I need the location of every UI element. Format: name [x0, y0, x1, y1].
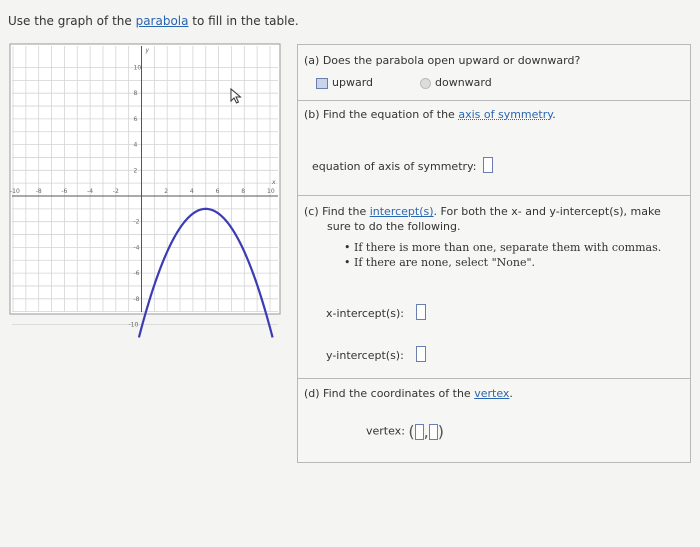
x-intercept-label: x-intercept(s): [326, 307, 404, 320]
vertex-open-paren: ( [408, 422, 415, 441]
y-tick-label: 8 [133, 90, 138, 98]
x-tick-label: -4 [87, 188, 94, 195]
part-b-question [304, 108, 556, 121]
parabola-graph [10, 44, 280, 329]
vertex-input-group [366, 422, 444, 441]
vertex-x-input[interactable] [415, 424, 424, 440]
x-tick-label: 6 [215, 188, 220, 195]
y-intercept-input[interactable] [416, 346, 426, 362]
y-intercept-label: y-intercept(s): [326, 349, 404, 362]
part-c-prefix: (c) Find the [304, 205, 370, 218]
y-tick-label: 10 [133, 64, 142, 72]
part-c-suffix: . For both the x- and y-intercept(s), make [433, 205, 661, 218]
x-tick-label: 8 [241, 188, 246, 195]
bullet-1-text: If there is more than one, separate them with commas. [354, 241, 662, 254]
x-tick-label: -8 [35, 188, 42, 195]
x-tick-label: -6 [61, 188, 68, 195]
vertex-close-paren: ) [437, 422, 444, 441]
part-d-suffix: . [509, 387, 513, 400]
y-axis-label: y [145, 47, 150, 54]
x-axis-label: x [272, 179, 276, 186]
part-b-suffix: . [552, 108, 556, 121]
part-d-section [298, 379, 690, 464]
y-tick-label: -6 [133, 270, 140, 278]
option-downward[interactable] [420, 76, 492, 89]
intercepts-link[interactable]: intercept(s) [369, 205, 434, 218]
vertex-y-input[interactable] [429, 424, 438, 440]
part-a-section [298, 45, 690, 101]
x-tick-label: 2 [164, 188, 169, 195]
part-c-line2: sure to do the following. [327, 220, 461, 233]
y-tick-label: 6 [133, 115, 138, 123]
y-tick-label: 4 [133, 141, 138, 149]
bullet-2-text: If there are none, select "None". [354, 256, 536, 269]
y-tick-label: -2 [133, 218, 140, 226]
y-tick-label: -8 [133, 295, 140, 303]
x-tick-label: 4 [189, 188, 194, 195]
vertex-comma: , [423, 422, 429, 441]
axis-of-symmetry-label: equation of axis of symmetry: [312, 160, 477, 173]
vertex-label: vertex: [366, 424, 405, 438]
part-a-question: (a) Does the parabola open upward or downward? [304, 54, 581, 67]
axis-of-symmetry-link[interactable]: axis of symmetry [458, 108, 553, 121]
part-c-line1 [304, 205, 661, 218]
vertex-link[interactable]: vertex [474, 387, 510, 400]
bullet-item-2: • If there are none, select "None". [344, 256, 536, 269]
bullet-item-1: • If there is more than one, separate them with commas. [344, 241, 662, 254]
mouse-cursor-icon [230, 88, 242, 104]
part-c-section [298, 196, 690, 379]
part-b-section [298, 101, 690, 196]
downward-radio[interactable] [420, 78, 431, 89]
axis-of-symmetry-input[interactable] [483, 157, 493, 173]
instruction-suffix: to fill in the table. [188, 14, 299, 28]
option-upward[interactable] [316, 76, 373, 89]
question-panel [297, 44, 691, 463]
x-tick-label: -10 [10, 188, 20, 195]
upward-label: upward [332, 76, 374, 89]
x-tick-label: 10 [267, 188, 275, 195]
x-tick-label: -2 [112, 188, 119, 195]
part-d-prefix: (d) Find the coordinates of the [304, 387, 475, 400]
part-b-prefix: (b) Find the equation of the [304, 108, 459, 121]
y-tick-label: -10 [128, 321, 139, 329]
x-intercept-input[interactable] [416, 304, 426, 320]
instruction-text [8, 14, 299, 28]
upward-checkbox[interactable] [316, 78, 328, 89]
part-d-question [304, 387, 513, 400]
parabola-link[interactable]: parabola [135, 14, 189, 28]
y-tick-label: 2 [133, 167, 138, 175]
downward-label: downward [435, 76, 492, 89]
instruction-prefix: Use the graph of the [8, 14, 136, 28]
y-tick-label: -4 [133, 244, 140, 252]
